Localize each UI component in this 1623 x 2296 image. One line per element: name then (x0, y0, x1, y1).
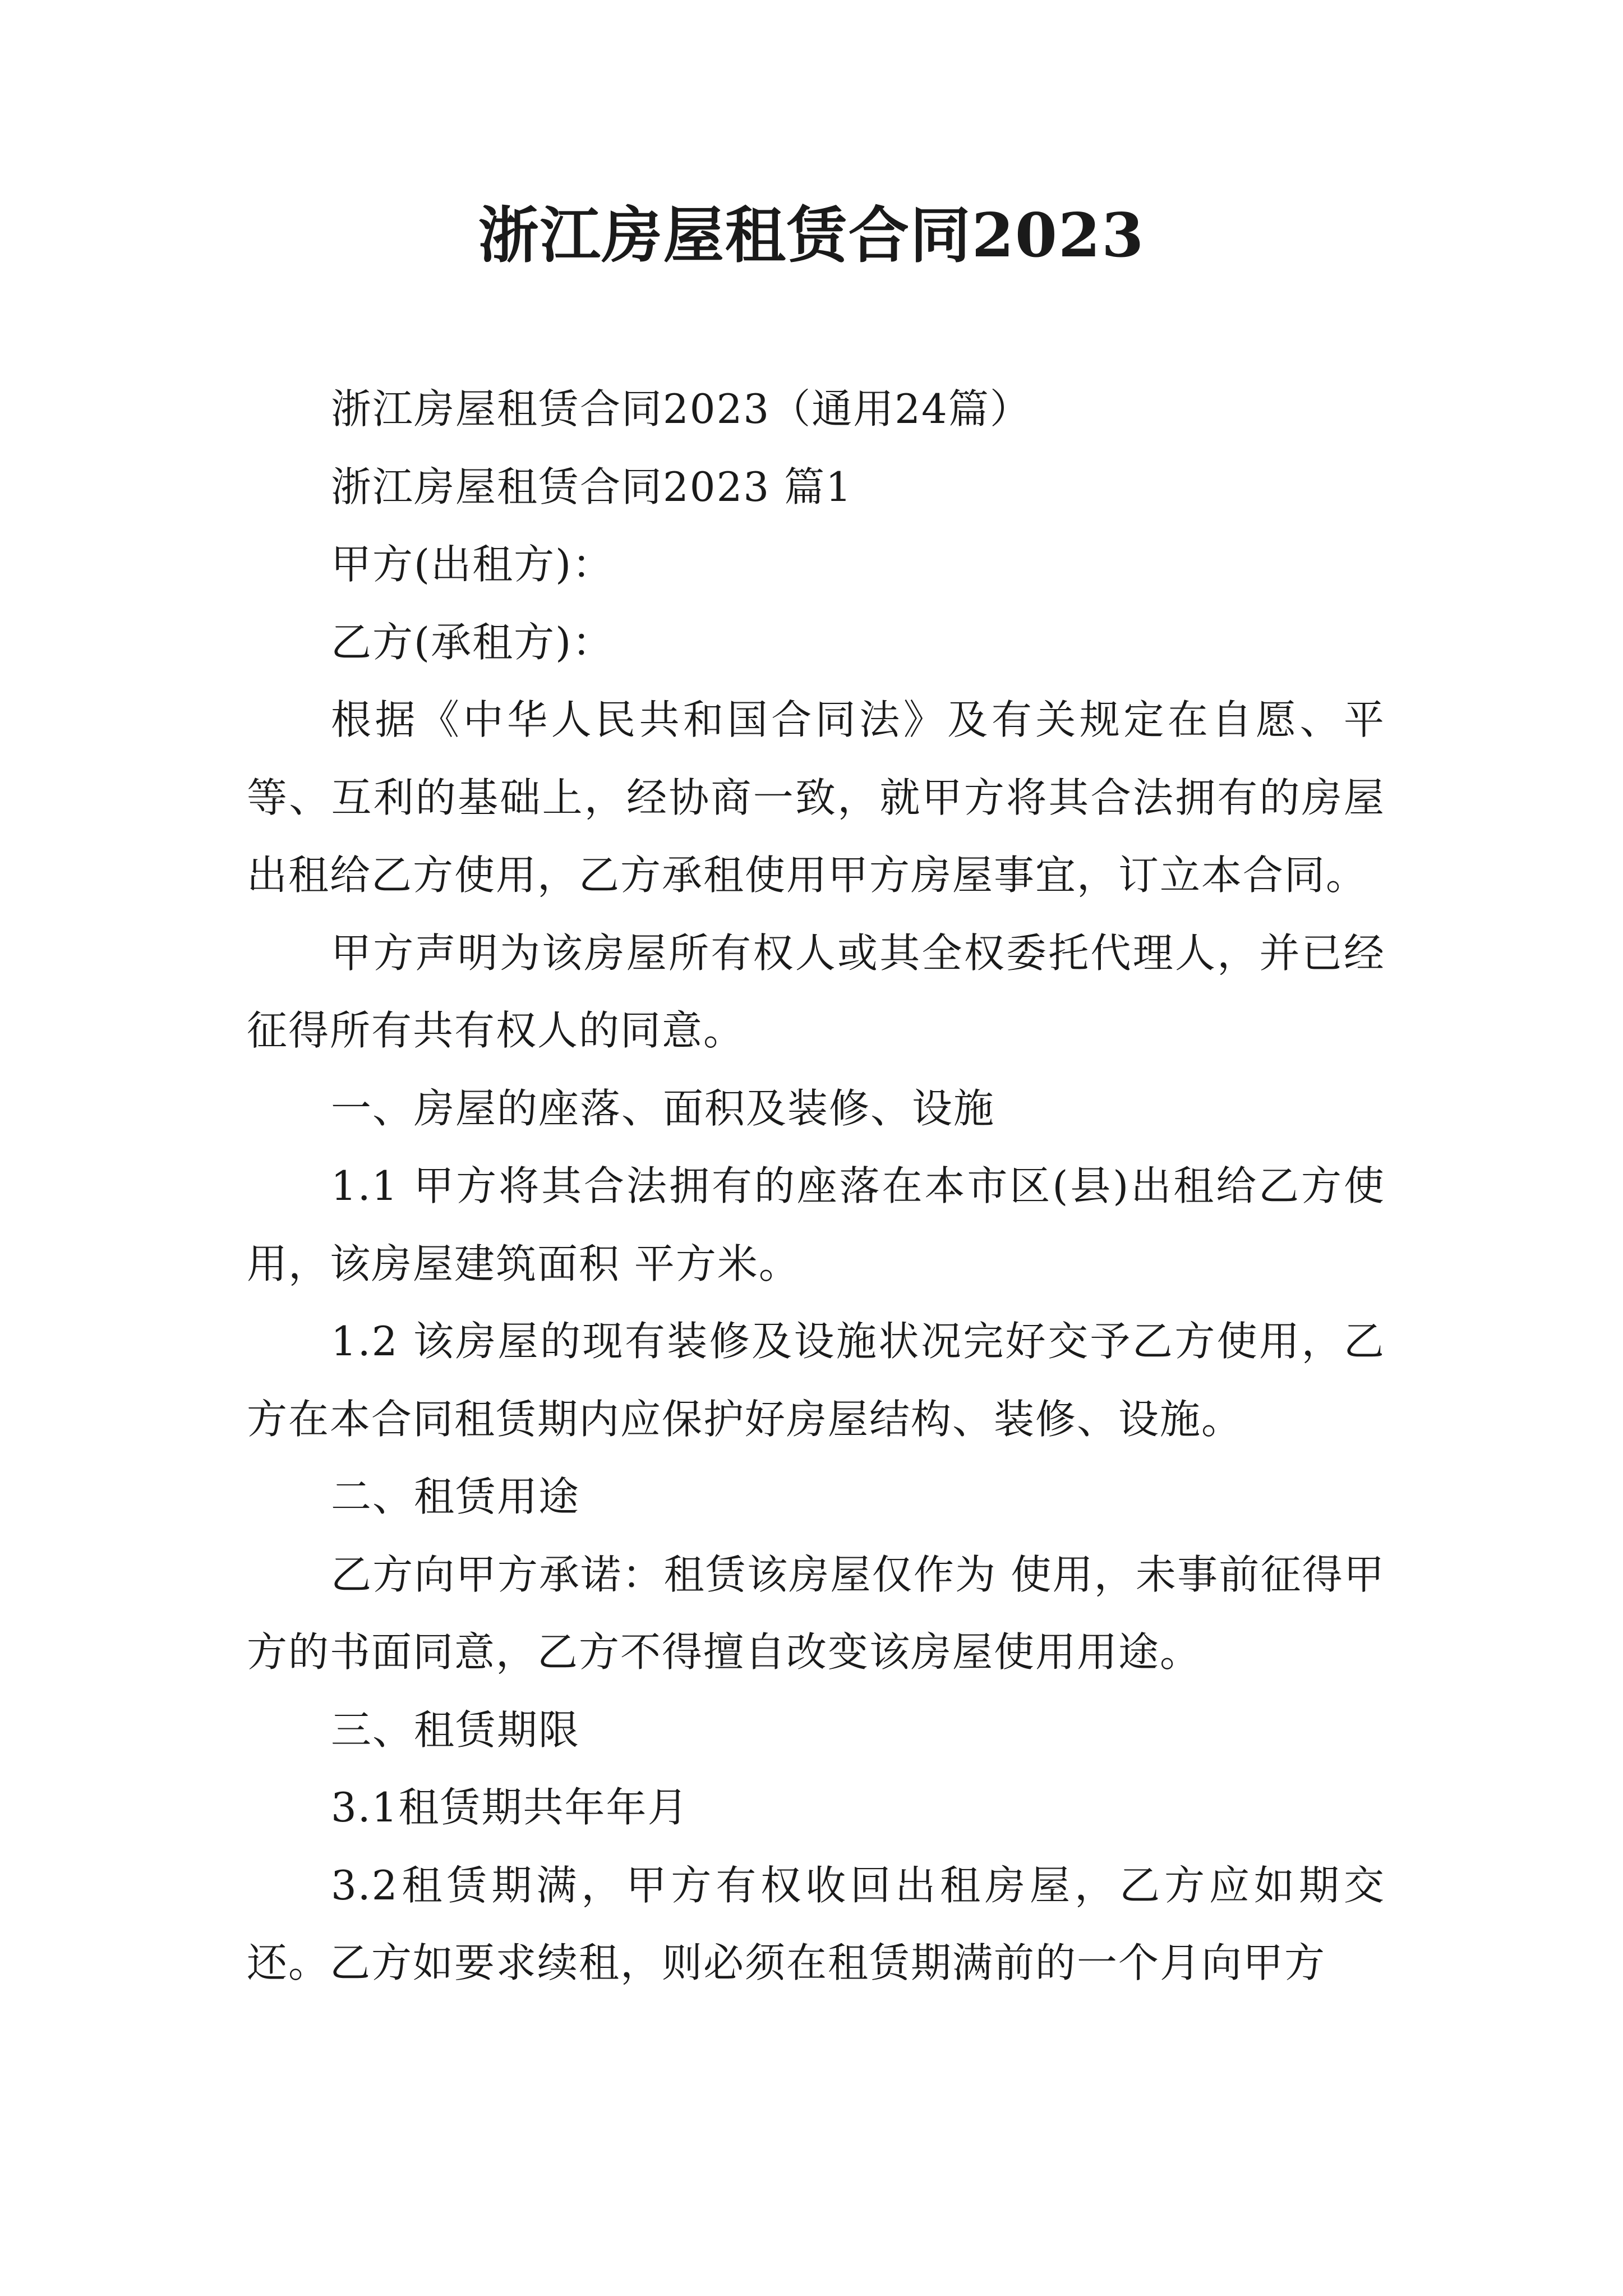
paragraph-subtitle: 浙江房屋租赁合同2023（通用24篇） (331, 385, 1031, 432)
clause-1-1: 1.1 甲方将其合法拥有的座落在本市区(县)出租给乙方使用，该房屋建筑面积 平方米。 (247, 1162, 1385, 1287)
paragraph-declaration: 甲方声明为该房屋所有权人或其全权委托代理人，并已经征得所有共有权人的同意。 (247, 929, 1385, 1054)
paragraph-party-a: 甲方(出租方)： (331, 541, 614, 588)
section-heading-3: 三、租赁期限 (331, 1706, 580, 1754)
clause-3-2: 3.2租赁期满，甲方有权收回出租房屋，乙方应如期交还。乙方如要求续租，则必须在租赁期满前的一个月向甲方 (247, 1861, 1385, 1986)
clause-2: 乙方向甲方承诺：租赁该房屋仅作为 使用，未事前征得甲方的书面同意，乙方不得擅自改变该房屋使用用途。 (247, 1550, 1385, 1676)
document-body (247, 370, 1385, 2002)
clause-3-1: 3.1租赁期共年年月 (331, 1784, 689, 1831)
paragraph-part-heading: 浙江房屋租赁合同2023 篇1 (331, 463, 852, 510)
section-heading-2: 二、租赁用途 (331, 1473, 580, 1520)
paragraph-party-b: 乙方(承租方)： (331, 618, 614, 666)
paragraph-preamble: 根据《中华人民共和国合同法》及有关规定在自愿、平等、互利的基础上，经协商一致，就甲方将其合法拥有的房屋出租给乙方使用，乙方承租使用甲方房屋事宜，订立本合同。 (247, 696, 1385, 899)
section-heading-1: 一、房屋的座落、面积及装修、设施 (331, 1084, 995, 1132)
document-title: 浙江房屋租赁合同2023 (478, 200, 1145, 271)
clause-1-2: 1.2 该房屋的现有装修及设施状况完好交予乙方使用，乙方在本合同租赁期内应保护好房屋结构、装修、设施。 (247, 1318, 1385, 1443)
